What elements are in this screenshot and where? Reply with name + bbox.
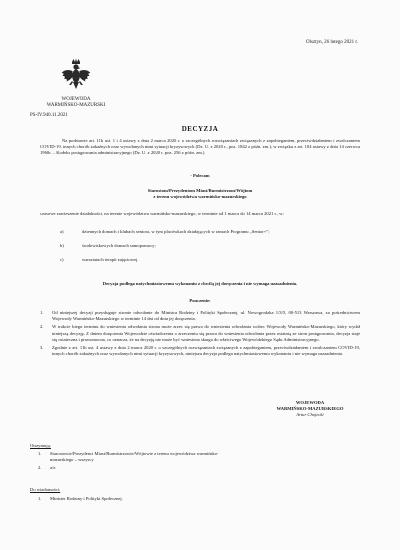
list-number: 1.	[38, 451, 42, 456]
signatory-name: Artur Chojecki	[296, 412, 324, 418]
pouczenie-title: Pouczenie:	[189, 298, 211, 303]
list-item	[52, 257, 362, 271]
signature-block	[250, 400, 370, 419]
addressee-line2: z terenu województwa warmińsko-mazurskiego	[153, 194, 247, 200]
case-number: PS-IV.940.11.2021	[30, 113, 68, 118]
list-marker: a)	[60, 229, 64, 234]
recipients-title: Otrzymują:	[30, 443, 51, 448]
list-number: 2.	[38, 465, 42, 471]
list-number: 1.	[40, 310, 44, 315]
office-line1: WOJEWODA	[61, 97, 91, 102]
list-text: Starostowie/Prezydenci Miast/Burmistrzowie/Wójtowie z terenu województwa warmińsko-mazurskiego – wszyscy	[50, 451, 219, 463]
office-name	[30, 97, 122, 110]
document-title: DECYZJA	[181, 125, 219, 133]
list-item	[40, 310, 360, 322]
info-title: Do wiadomości:	[30, 487, 61, 492]
list-text: W trakcie biegu terminu do wniesienia odwołania strona może zrzec się prawa do wniesienia odwołania wobec Wojewody Warmińsko-Mazurskiego, który wydał niniejszą decyzję. Z dniem doręczenia Wojewodzie oświadczenia o zrzeczeniu się prawa do wniesienia odwołania przez ostatnią ze stron postępowania, decyzja staje się ostateczna i prawomocna, co oznacza, że na decyzję nie może być wniesiona skarga do właściwego Wojewódzkiego Sądu Administracyjnego.	[52, 324, 360, 342]
list-item	[38, 451, 220, 463]
list-number: 2.	[40, 324, 44, 330]
list-item	[52, 229, 362, 243]
facility-list	[52, 229, 362, 271]
list-marker: b)	[60, 243, 64, 248]
list-text: dziennych domach i klubach seniora, w tym placówkach działających w ramach Programu „Senior+”;	[82, 229, 270, 234]
body-paragraph: czasowe zawieszenie działalności, na terenie województwa warmińsko-mazurskiego, w terminie od 1 marca do 14 marca 2021 r., w:	[40, 211, 284, 216]
immediate-execution: Decyzja podlega natychmiastowemu wykonaniu z chwilą jej doręczenia i nie wymaga uzasadnienia.	[102, 281, 298, 286]
list-item	[38, 465, 220, 471]
list-text: Minister Rodziny i Polityki Społecznej.	[50, 496, 123, 501]
list-item	[40, 324, 360, 343]
place-date: Olsztyn, 26 lutego 2021 r.	[306, 40, 358, 45]
list-text: Od niniejszej decyzji przysługuje stronie odwołanie do Ministra Rodziny i Polityki Społecznej, ul. Nowogrodzka 1/3/5, 00-513 Warszawa, za pośrednictwem Wojewody Warmińsko-Mazurskiego w terminie 14 dni od dnia jej doręczenia.	[52, 310, 360, 322]
list-number: 3.	[40, 345, 44, 351]
intro-paragraph: Na podstawie art. 11h ust. 1 i 4 ustawy z dnia 2 marca 2020 r. o szczególnych rozwiązaniach związanych z zapobieganiem, przeciwdziałaniem i zwalczaniem COVID-19, innych chorób zakaźnych oraz wywołanych nimi sytuacji kryzysowych (Dz. U. z 2020 r., poz. 1842 z późn. zm.), w związku z art. 104 ustawy z dnia 14 czerwca 1960r. – Kodeks postępowania administracyjnego (Dz. U. z 2020 r. poz. 256 z późn. zm.)	[40, 138, 360, 156]
list-number: 1.	[38, 496, 42, 501]
list-text: środowiskowych domach samopomocy;	[82, 243, 156, 248]
list-text: Zgodnie z art. 11h ust. 4 ustawy z dnia 2 marca 2020 r. o szczególnych rozwiązaniach związanych z zapobieganiem, przeciwdziałaniem i zwalczaniem COVID-19, innych chorób zakaźnych oraz wywołanych nimi sytuacji kryzysowych, niniejsza decyzja podlega natychmiastowemu wykonaniu i nie wymaga uzasadnienia.	[52, 345, 360, 357]
pouczenie-list	[40, 310, 360, 357]
addressee	[0, 188, 400, 200]
info-list	[38, 496, 220, 502]
addressee-line1: Starostom/Prezydentom Miast/Burmistrzom/Wójtom	[147, 188, 253, 193]
polish-eagle-emblem-icon	[60, 58, 92, 92]
polecam: - Polecam	[190, 173, 210, 178]
recipients-list	[38, 451, 220, 472]
list-marker: c)	[60, 257, 64, 262]
list-item	[52, 243, 362, 257]
list-item	[40, 345, 360, 357]
signature-line2: WARMIŃSKO-MAZURSKIEGO	[276, 406, 344, 412]
list-text: a/a	[50, 465, 56, 471]
office-line2: WARMIŃSKO-MAZURSKI	[46, 103, 106, 109]
signature-line1: WOJEWODA	[295, 400, 325, 405]
list-text: warsztatach terapii zajęciowej.	[82, 257, 139, 262]
list-item	[38, 496, 220, 502]
